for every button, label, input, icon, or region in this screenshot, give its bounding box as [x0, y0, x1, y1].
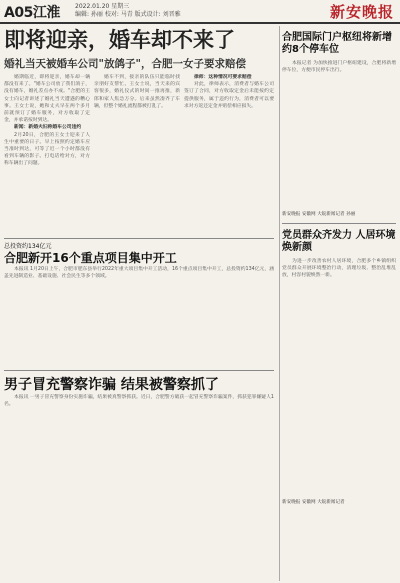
right-headline: 合肥国际门户枢纽将新增约8个停车位	[282, 32, 392, 55]
right-body	[282, 60, 396, 210]
editor-credits: 编辑: 孙丽 校对: 马青 版式设计: 刘晋雅	[75, 11, 181, 18]
issue-meta	[75, 3, 181, 19]
lead-column-3	[184, 74, 274, 234]
lead-paragraph: 婚期临近，即将迎亲，婚车却一辆都没有来了。"婚车公司放了我们鸽子，没有婚车，婚礼差点办不成。"合肥的王女士向记者讲述了婚礼当天遭遇的糟心事。王女士说，她和丈夫早在两个多月前就预订了婚车服务，对方收取了定金，并承诺按时到达。	[4, 75, 90, 124]
story2-paragraph: 本报讯 1月20日上午，合肥市肥东县举行2022年重大项目集中开工活动，16个重点项目集中开工，总投资约134亿元，涵盖先进制造业、基础设施、社会民生等多个领域。	[4, 267, 274, 280]
right-headline-2: 党员群众齐发力 人居环境焕新颜	[282, 230, 396, 253]
lead-column-1	[4, 74, 90, 234]
story2-headline: 合肥新开16个重点项目集中开工	[4, 251, 177, 265]
story2-body	[4, 266, 274, 366]
divider	[4, 238, 274, 239]
divider	[282, 223, 396, 224]
right-paragraph: 为进一步改善农村人居环境，合肥多个乡镇组织党员群众开展环境整治行动，清理垃圾、整治乱堆乱放，村容村貌焕然一新。	[282, 259, 396, 279]
divider	[4, 370, 274, 371]
lead-paragraph: 对此，律师表示，消费者与婚车公司签订了合同，对方收取定金后未能按约定提供服务，属于违约行为，消费者可以要求对方返还定金并赔偿相应损失。	[184, 82, 274, 109]
right-column	[282, 24, 398, 583]
page-header	[0, 0, 400, 24]
main-column	[0, 24, 277, 583]
story3-paragraph: 本报讯 一男子冒充警察身份实施诈骗，结果被真警察抓获。近日，合肥警方破获一起冒充警察诈骗案件，抓获犯罪嫌疑人1名。	[4, 395, 274, 408]
masthead-logo: 新安晚报	[329, 3, 394, 21]
right-body-2	[282, 258, 396, 498]
right-paragraph: 本报记者 为加快推进门户枢纽建设，合肥将新增停车位，方便市民停车出行。	[282, 61, 396, 74]
right-editor-2: 新安晚报 安徽网 大皖新闻记者	[282, 500, 345, 505]
lead-headline: 即将迎亲，婚车却不来了	[4, 28, 235, 52]
lead-kicker: 新闻：新婚夫妇称婚车公司违约	[14, 125, 82, 131]
lead-paragraph: 2月20日，合肥的王女士迎来了人生中重要的日子。早上按照约定婚车应当准时到达，可等了近一个小时都没有看到车辆的影子。打电话给对方，对方称车辆出了问题。	[4, 132, 90, 167]
story2-intro: 总投资约134亿元	[4, 243, 52, 250]
lead-paragraph: 婚车不到，接亲的队伍只能临时找亲朋好友帮忙。王女士说，当天来的宾客很多，婚礼仪式的时间一推再推，新郎和家人焦急万分。后来虽然凑齐了车辆，但整个婚礼流程都被打乱了。	[94, 75, 180, 109]
lead-kicker: 律师：这种情况可要求赔偿	[194, 75, 252, 80]
lead-subhead: 婚礼当天被婚车公司"放鸽子"，合肥一女子要求赔偿	[4, 58, 246, 70]
right-editor: 新安晚报 安徽网 大皖新闻记者 孙丽	[282, 212, 356, 217]
lead-column-2	[94, 74, 180, 234]
page-number: A05江淮	[4, 5, 60, 21]
story3-body	[4, 394, 274, 579]
story3-headline: 男子冒充警察诈骗 结果被警察抓了	[4, 377, 219, 393]
issue-date: 2022.01.20 星期三	[75, 3, 130, 10]
column-divider	[279, 26, 280, 581]
